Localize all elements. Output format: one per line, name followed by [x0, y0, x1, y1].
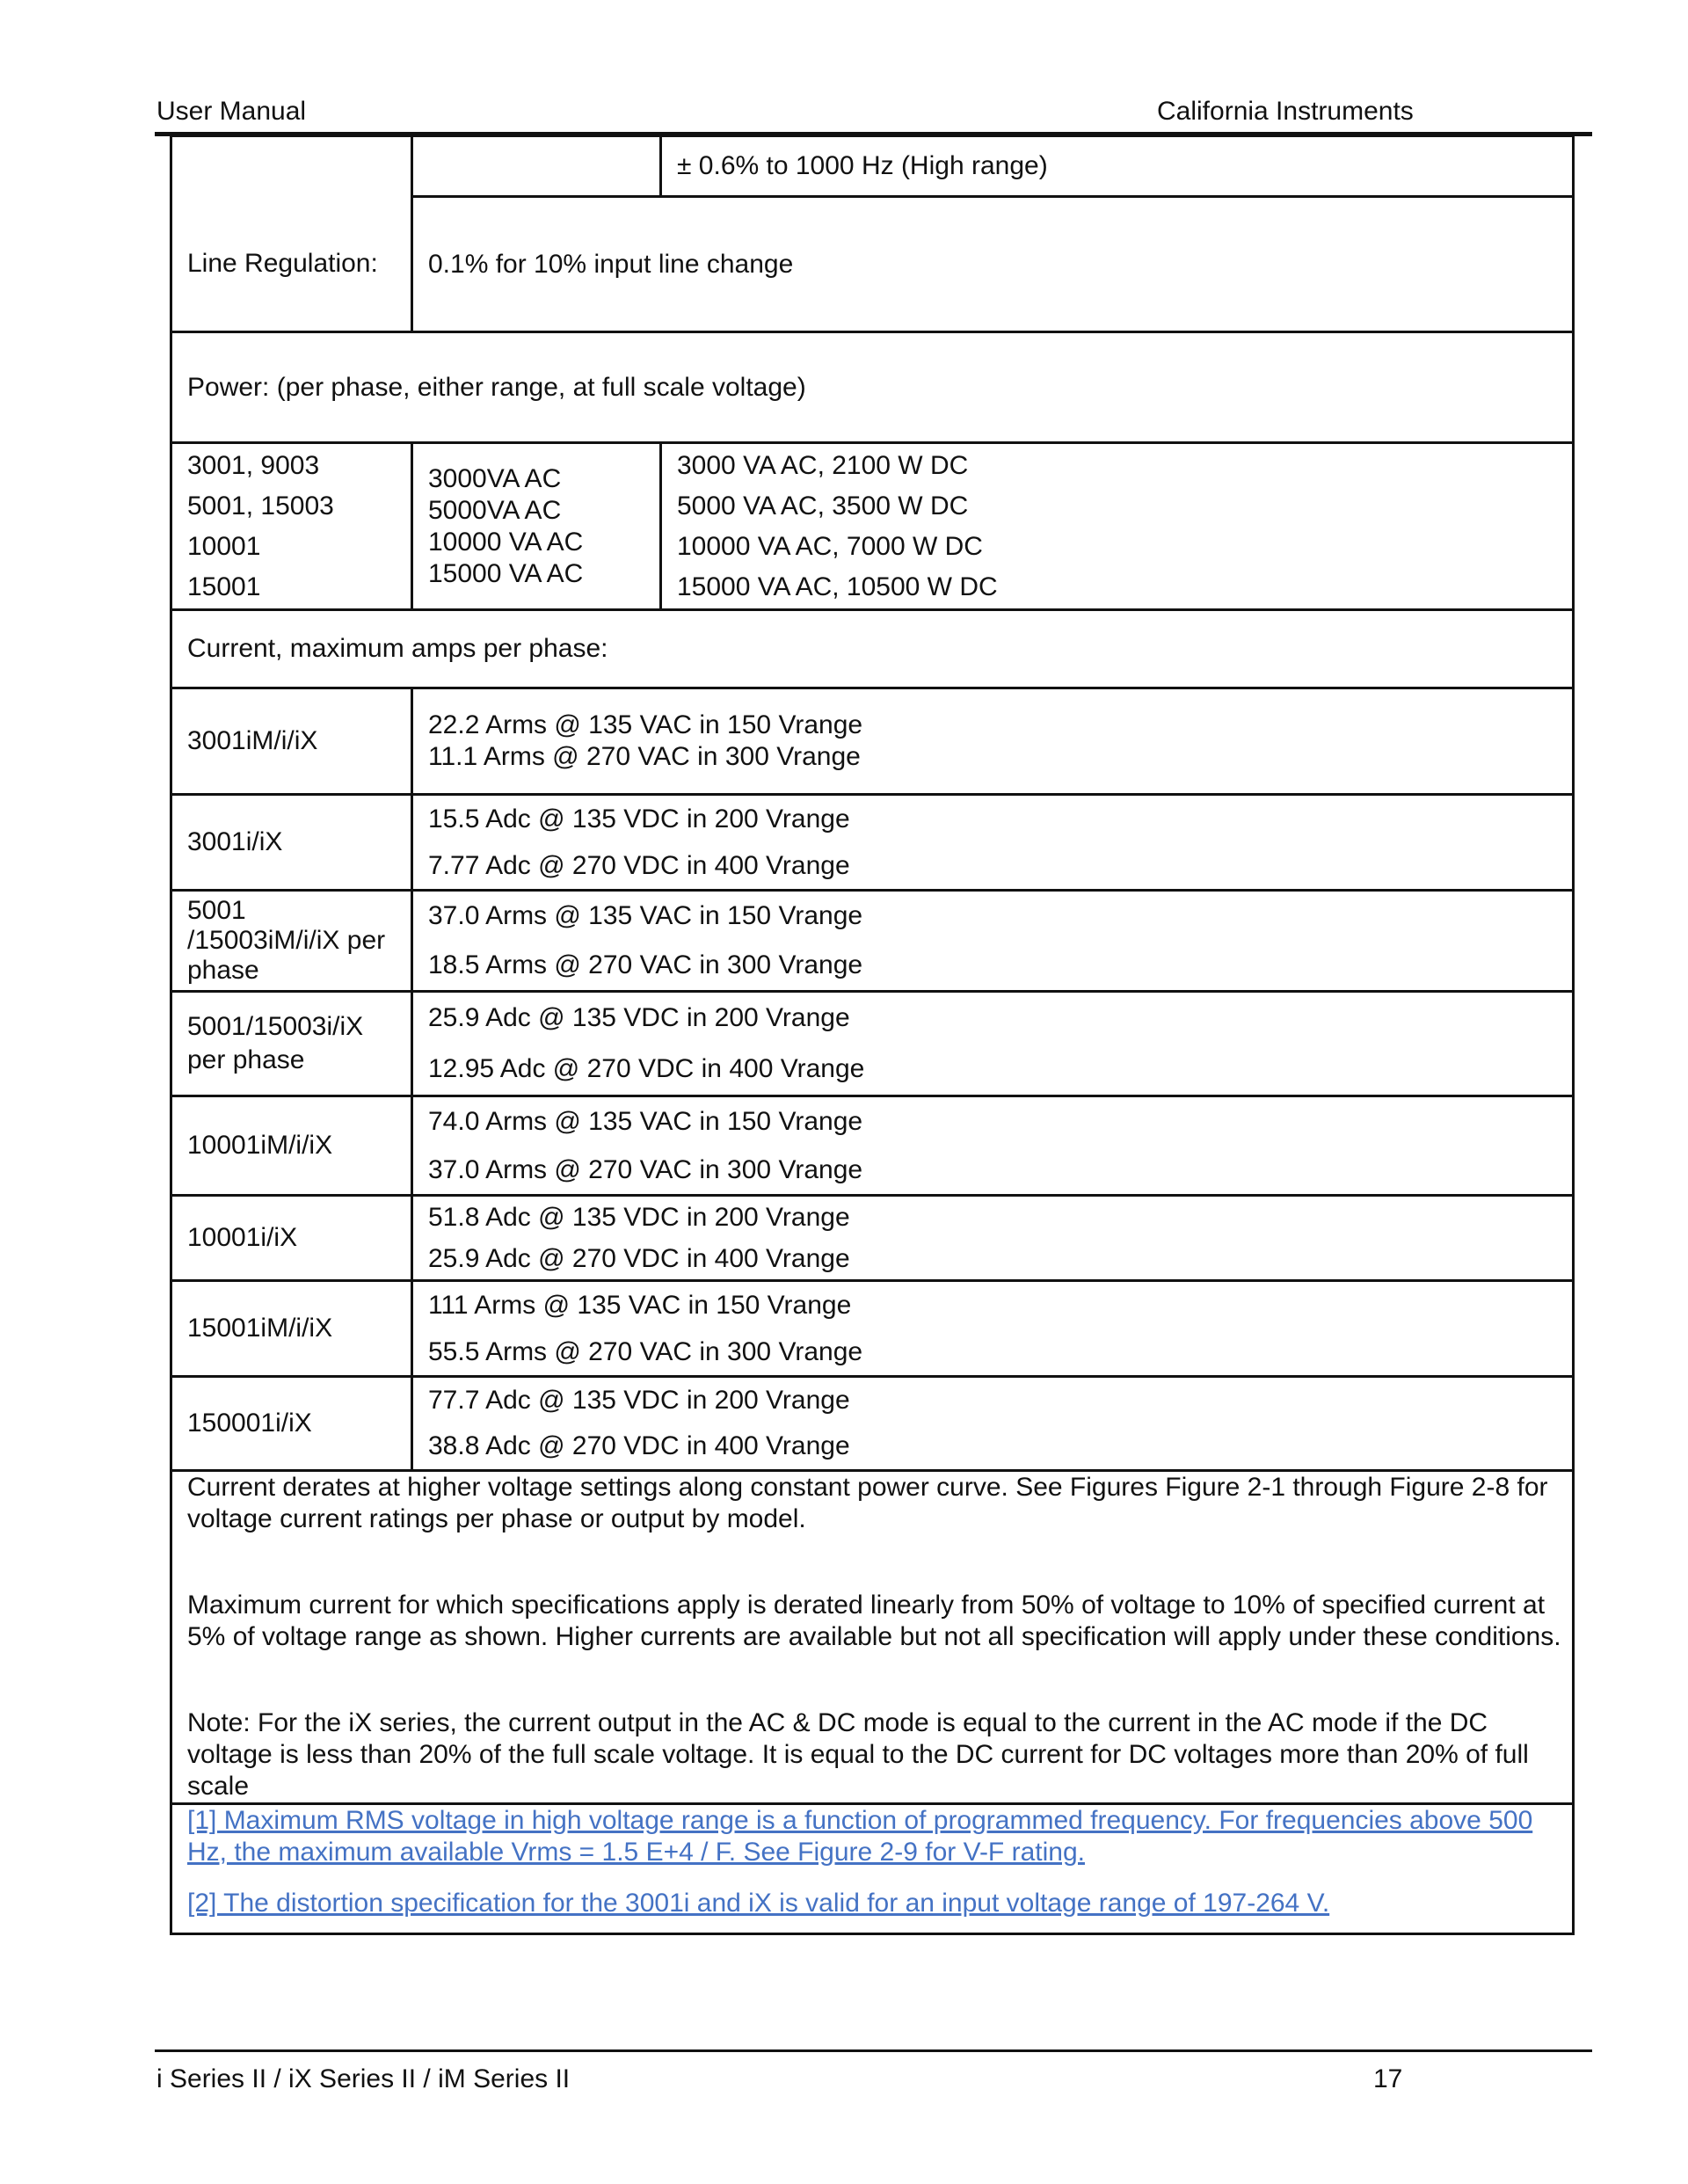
current-value: 25.9 Adc @ 135 VDC in 200 Vrange	[428, 1003, 850, 1032]
power-acdc-rating: 5000 VA AC, 3500 W DC	[677, 491, 969, 521]
current-model: 5001/15003i/iX per phase	[171, 992, 412, 1096]
header-company: California Instruments	[1157, 97, 1414, 126]
current-model: 150001i/iX	[171, 1377, 412, 1471]
current-value: 25.9 Adc @ 270 VDC in 400 Vrange	[428, 1244, 850, 1273]
current-row	[171, 1096, 1574, 1196]
power-models	[171, 443, 412, 610]
note-paragraph: Maximum current for which specifications apply is derated linearly from 50% of voltage to 10% of specified current at 5% of voltage range as shown. Higher currents are available but not all specification will apply under these conditions.	[187, 1591, 1561, 1651]
current-value: 37.0 Arms @ 270 VAC in 300 Vrange	[428, 1155, 863, 1184]
frequency-cont-row	[171, 136, 1574, 197]
current-value: 111 Arms @ 135 VAC in 150 Vrange	[428, 1291, 852, 1320]
power-heading-row	[171, 332, 1574, 443]
notes-cell	[171, 1471, 1574, 1804]
current-value: 11.1 Arms @ 270 VAC in 300 Vrange	[428, 742, 861, 771]
current-values	[412, 1281, 1574, 1377]
current-model: 3001iM/i/iX	[171, 688, 412, 795]
power-model: 3001, 9003	[187, 450, 320, 480]
current-values	[412, 891, 1574, 992]
current-model: 15001iM/i/iX	[171, 1281, 412, 1377]
current-values	[412, 1196, 1574, 1281]
footer-rule	[155, 2049, 1592, 2052]
footnotes-row	[171, 1804, 1574, 1934]
power-model: 15001	[187, 571, 261, 601]
current-value: 12.95 Adc @ 270 VDC in 400 Vrange	[428, 1054, 865, 1083]
current-value: 55.5 Arms @ 270 VAC in 300 Vrange	[428, 1337, 863, 1366]
current-value: 74.0 Arms @ 135 VAC in 150 Vrange	[428, 1107, 863, 1136]
spec-table	[170, 135, 1575, 1935]
current-row	[171, 891, 1574, 992]
note-paragraph: Current derates at higher voltage settings along constant power curve. See Figures Figure 2-1 through Figure 2-8 for voltage current ratings per phase or output by model.	[187, 1473, 1548, 1533]
current-heading-row	[171, 610, 1574, 688]
current-value: 7.77 Adc @ 270 VDC in 400 Vrange	[428, 851, 850, 880]
power-model: 10001	[187, 531, 261, 561]
current-row	[171, 1377, 1574, 1471]
current-model: 5001 /15003iM/i/iX per phase	[171, 891, 412, 992]
power-ac-rating: 10000 VA AC	[428, 527, 584, 557]
current-value: 37.0 Arms @ 135 VAC in 150 Vrange	[428, 901, 863, 930]
empty-cell	[412, 136, 661, 197]
footnote-link-1[interactable]: [1] Maximum RMS voltage in high voltage range is a function of programmed frequency. For frequencies above 500 Hz, the maximum available Vrms = 1.5 E+4 / F. See Figure 2-9 for V-F rating.	[187, 1806, 1533, 1867]
current-row	[171, 992, 1574, 1096]
current-heading: Current, maximum amps per phase:	[171, 610, 1574, 688]
power-ac-rating: 3000VA AC	[428, 463, 562, 493]
current-value: 15.5 Adc @ 135 VDC in 200 Vrange	[428, 804, 850, 834]
current-value: 38.8 Adc @ 270 VDC in 400 Vrange	[428, 1431, 850, 1460]
frequency-cont-value: ± 0.6% to 1000 Hz (High range)	[661, 136, 1574, 197]
power-row	[171, 443, 1574, 610]
current-value: 77.7 Adc @ 135 VDC in 200 Vrange	[428, 1386, 850, 1415]
power-acdc-ratings	[661, 443, 1574, 610]
power-heading: Power: (per phase, either range, at full scale voltage)	[171, 332, 1574, 443]
power-acdc-rating: 10000 VA AC, 7000 W DC	[677, 531, 983, 561]
current-values	[412, 992, 1574, 1096]
line-regulation-value: 0.1% for 10% input line change	[412, 197, 1574, 332]
notes-row	[171, 1471, 1574, 1804]
power-model: 5001, 15003	[187, 491, 334, 521]
current-row	[171, 795, 1574, 891]
footnote-link-2[interactable]: [2] The distortion specification for the 3001i and iX is valid for an input voltage range of 197-264 V.	[187, 1889, 1330, 1918]
current-values	[412, 1096, 1574, 1196]
page-number: 17	[1373, 2064, 1403, 2093]
current-row	[171, 1281, 1574, 1377]
note-paragraph: Note: For the iX series, the current output in the AC & DC mode is equal to the current in the AC mode if the DC voltage is less than 20% of the full scale voltage. It is equal to the DC current for DC voltages more than 20% of full scale	[187, 1708, 1529, 1801]
header-title: User Manual	[156, 97, 307, 126]
power-acdc-rating: 15000 VA AC, 10500 W DC	[677, 571, 998, 601]
current-values	[412, 795, 1574, 891]
line-regulation-label-text: Line Regulation:	[187, 249, 378, 278]
power-ac-rating: 5000VA AC	[428, 495, 562, 525]
footnotes-cell	[171, 1804, 1574, 1934]
line-regulation-label	[171, 136, 412, 332]
current-model: 10001i/iX	[171, 1196, 412, 1281]
power-ac-rating: 15000 VA AC	[428, 558, 584, 588]
current-model: 3001i/iX	[171, 795, 412, 891]
current-row	[171, 688, 1574, 795]
current-row	[171, 1196, 1574, 1281]
current-values	[412, 688, 1574, 795]
current-value: 18.5 Arms @ 270 VAC in 300 Vrange	[428, 950, 863, 979]
power-acdc-rating: 3000 VA AC, 2100 W DC	[677, 450, 969, 480]
current-value: 22.2 Arms @ 135 VAC in 150 Vrange	[428, 710, 863, 739]
power-ac-ratings	[412, 443, 661, 610]
current-values	[412, 1377, 1574, 1471]
footer-series: i Series II / iX Series II / iM Series II	[156, 2064, 571, 2093]
current-value: 51.8 Adc @ 135 VDC in 200 Vrange	[428, 1203, 850, 1232]
current-model: 10001iM/i/iX	[171, 1096, 412, 1196]
